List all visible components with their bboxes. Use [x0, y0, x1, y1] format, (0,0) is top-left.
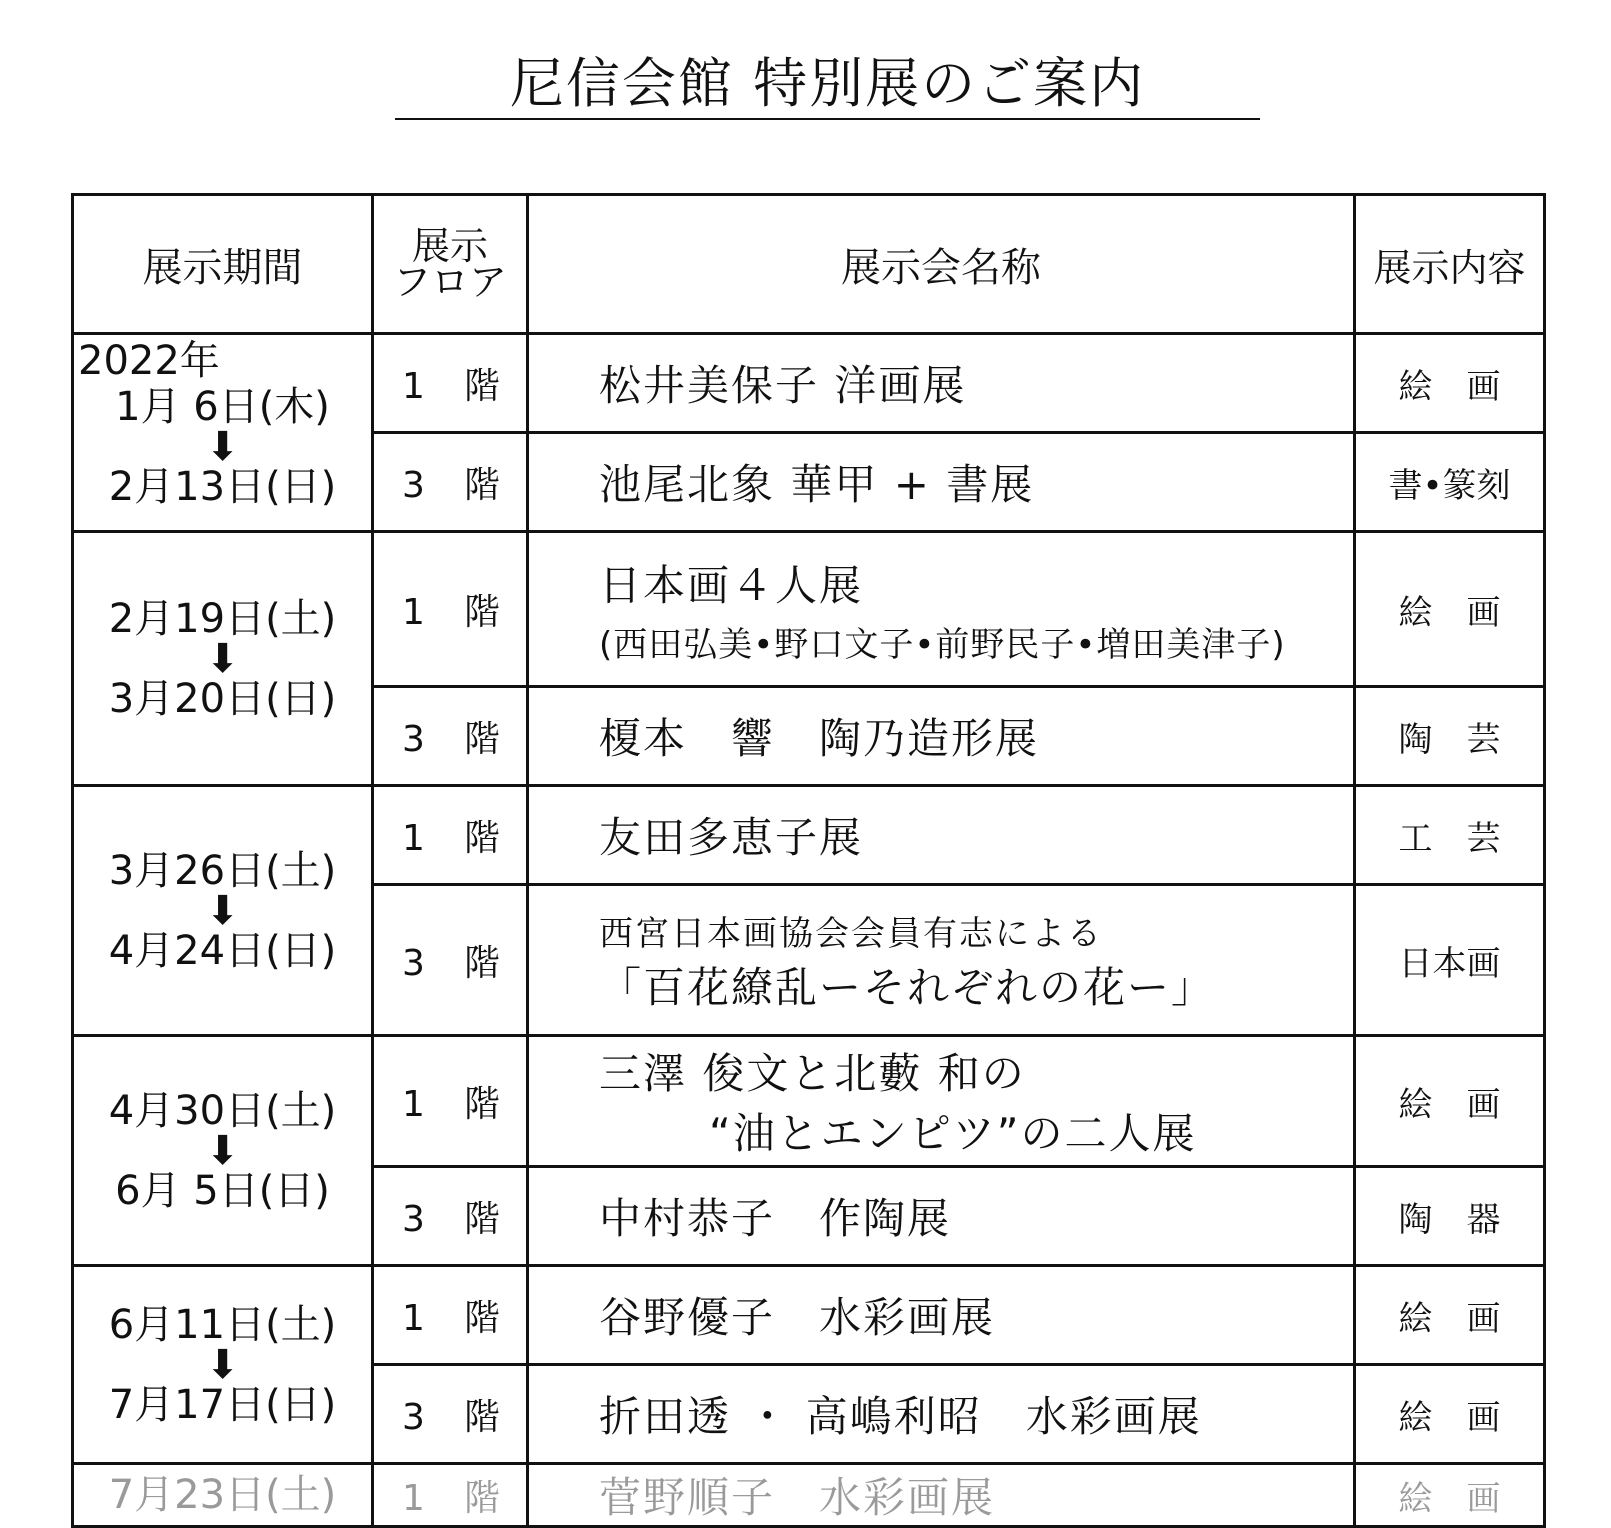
exhibition-content: 工 芸: [1355, 786, 1545, 885]
header-period: 展示期間: [73, 195, 373, 334]
exhibition-name-cell: [528, 1036, 1355, 1167]
down-arrow-icon: ⬇: [205, 423, 240, 470]
title-underline: [395, 118, 1260, 120]
floor-cell: [373, 1266, 528, 1365]
floor-cell: [373, 885, 528, 1036]
exhibition-name: 榎本 響 陶乃造形展: [528, 687, 1355, 786]
exhibition-content: 絵 画: [1355, 1365, 1545, 1464]
floor-suffix: 階: [464, 1477, 501, 1519]
floor-suffix: 階: [464, 1083, 501, 1125]
floor-number: 1: [402, 1477, 425, 1519]
exhibition-name-cell: [528, 885, 1355, 1036]
exhibition-content: 日本画: [1355, 885, 1545, 1036]
exhibition-content: 絵 画: [1355, 532, 1545, 687]
floor-cell: [373, 1036, 528, 1167]
exhibition-name: 池尾北象 華甲 + 書展: [528, 433, 1355, 532]
floor-number: 3: [402, 464, 425, 506]
exhibition-name: 谷野優子 水彩画展: [528, 1266, 1355, 1365]
exhibition-organizer: 西宮日本画協会会員有志による: [599, 913, 1103, 954]
header-content: 展示内容: [1355, 195, 1545, 334]
exhibition-name: 友田多恵子展: [528, 786, 1355, 885]
exhibition-content: 絵 画: [1355, 1464, 1545, 1527]
exhibition-name: 三澤 俊文と北藪 和の: [599, 1049, 1026, 1098]
period-cell: [73, 1036, 373, 1266]
floor-suffix: 階: [464, 817, 501, 859]
exhibition-content: 陶 芸: [1355, 687, 1545, 786]
exhibition-name: 「百花繚乱ーそれぞれの花ー」: [599, 962, 1216, 1012]
table-row: [73, 786, 1545, 885]
period-end: 4月24日(日): [108, 927, 337, 974]
period-start: 2月19日(土): [108, 595, 337, 642]
floor-suffix: 階: [464, 464, 501, 506]
exhibition-schedule-table: [71, 193, 1546, 1528]
period-cell: [73, 532, 373, 786]
floor-number: 1: [402, 817, 425, 859]
floor-number: 1: [402, 365, 425, 407]
exhibition-content: 絵 画: [1355, 1266, 1545, 1365]
exhibition-content: 陶 器: [1355, 1167, 1545, 1266]
down-arrow-icon: ⬇: [205, 887, 240, 934]
page-title: [395, 50, 1260, 122]
period-end: 7月17日(日): [108, 1381, 337, 1428]
period-start: 6月11日(土): [108, 1301, 337, 1348]
floor-cell: [373, 532, 528, 687]
floor-number: 1: [402, 1297, 425, 1339]
floor-suffix: 階: [464, 718, 501, 760]
exhibition-name: 中村恭子 作陶展: [528, 1167, 1355, 1266]
exhibition-name: 松井美保子 洋画展: [528, 334, 1355, 433]
period-end: 3月20日(日): [108, 675, 337, 722]
table-row-partial: [73, 1464, 1545, 1527]
period-start: 7月23日(土): [73, 1464, 373, 1527]
header-row: [73, 195, 1545, 334]
exhibition-name: 菅野順子 水彩画展: [528, 1464, 1355, 1527]
exhibition-content: 絵 画: [1355, 334, 1545, 433]
floor-cell: [373, 334, 528, 433]
floor-suffix: 階: [464, 365, 501, 407]
floor-cell: [373, 1464, 528, 1527]
floor-cell: [373, 1167, 528, 1266]
exhibition-name-cell: [528, 532, 1355, 687]
floor-suffix: 階: [464, 591, 501, 633]
floor-suffix: 階: [464, 1297, 501, 1339]
floor-suffix: 階: [464, 1396, 501, 1438]
floor-cell: [373, 687, 528, 786]
period-start: 1月 6日(木): [115, 383, 330, 430]
title-text: 尼信会館 特別展のご案内: [509, 52, 1146, 115]
floor-number: 3: [402, 718, 425, 760]
exhibition-name-line2: “油とエンピツ”の二人展: [709, 1109, 1197, 1158]
floor-number: 1: [402, 1083, 425, 1125]
floor-suffix: 階: [464, 1198, 501, 1240]
floor-cell: [373, 1365, 528, 1464]
exhibition-name: 折田透 ・ 高嶋利昭 水彩画展: [528, 1365, 1355, 1464]
period-cell: [73, 334, 373, 532]
down-arrow-icon: ⬇: [205, 1341, 240, 1388]
table-row: [73, 532, 1545, 687]
exhibition-content: 絵 画: [1355, 1036, 1545, 1167]
down-arrow-icon: ⬇: [205, 1127, 240, 1174]
exhibition-name: 日本画４人展: [599, 560, 864, 610]
floor-cell: [373, 433, 528, 532]
floor-number: 3: [402, 1396, 425, 1438]
period-start: 3月26日(土): [108, 847, 337, 894]
floor-suffix: 階: [464, 942, 501, 984]
period-end: 6月 5日(日): [115, 1167, 330, 1214]
table-row: [73, 1266, 1545, 1365]
period-year: 2022年: [78, 337, 220, 384]
table-row: [73, 1036, 1545, 1167]
exhibition-artists: (西田弘美•野口文子•前野民子•増田美津子): [599, 624, 1286, 665]
header-floor: [373, 195, 528, 334]
floor-number: 3: [402, 942, 425, 984]
header-floor-line2: フロア: [392, 260, 507, 304]
floor-number: 3: [402, 1198, 425, 1240]
down-arrow-icon: ⬇: [205, 635, 240, 682]
period-start: 4月30日(土): [108, 1087, 337, 1134]
table-row: [73, 334, 1545, 433]
period-cell: [73, 1266, 373, 1464]
exhibition-content: 書•篆刻: [1355, 433, 1545, 532]
header-floor-line1: 展示: [411, 224, 488, 268]
floor-cell: [373, 786, 528, 885]
period-end: 2月13日(日): [108, 463, 337, 510]
header-name: 展示会名称: [528, 195, 1355, 334]
floor-number: 1: [402, 591, 425, 633]
period-cell: [73, 786, 373, 1036]
